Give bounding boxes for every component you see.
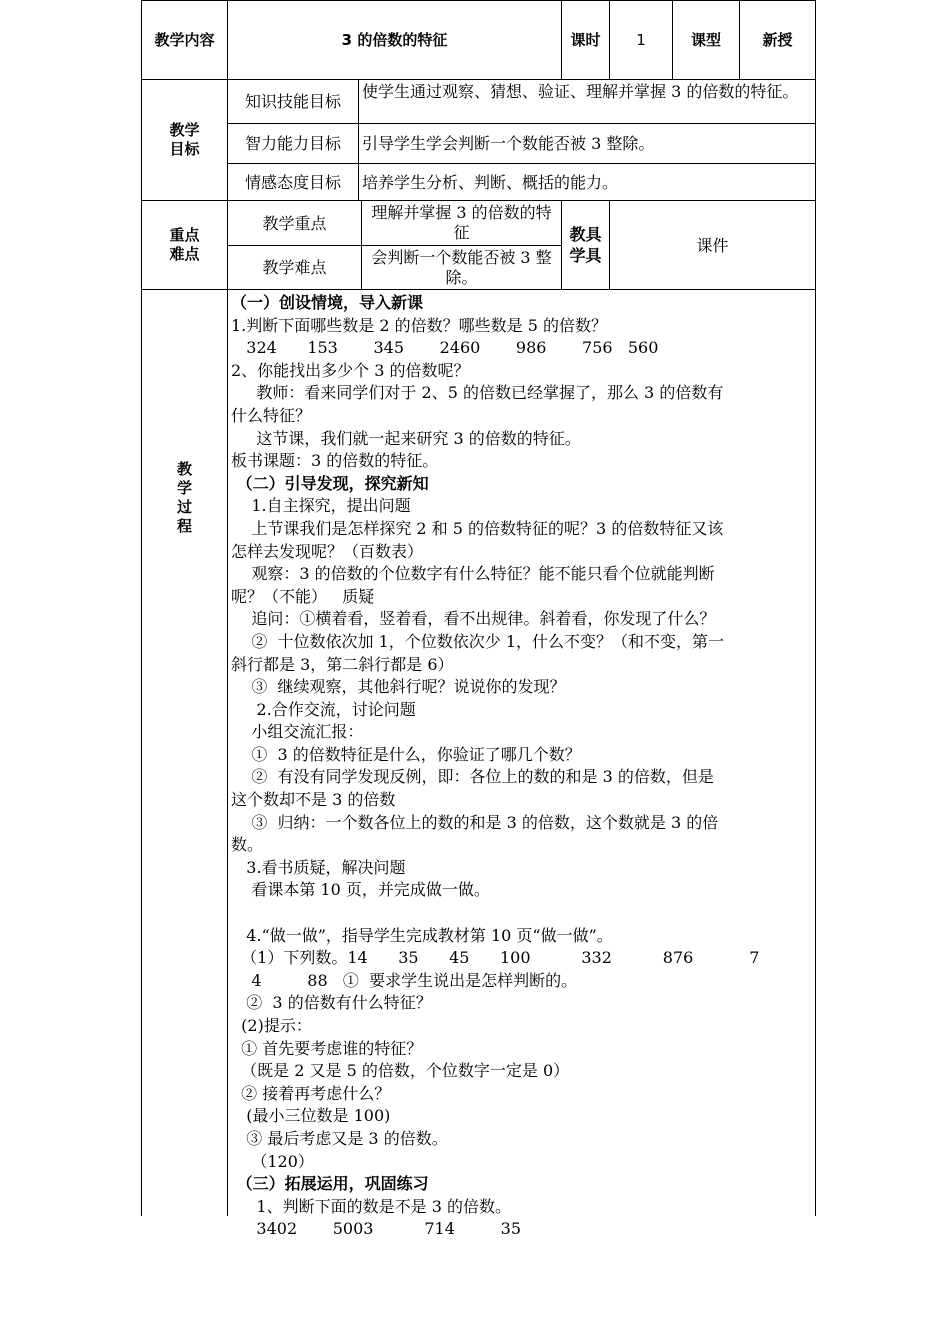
process-line: 教师：看来同学们对于 2、5 的倍数已经掌握了，那么 3 的倍数有	[231, 383, 724, 403]
process-line: ② 有没有同学发现反例，即：各位上的数的和是 3 的倍数，但是	[231, 767, 714, 787]
content-label: 教学内容	[154, 30, 215, 49]
focus-text: 理解并掌握 3 的倍数的特征	[371, 203, 552, 242]
process-line: 上节课我们是怎样探究 2 和 5 的倍数特征的呢？3 的倍数特征又该	[231, 518, 724, 538]
objective-attitude-label: 情感态度目标	[244, 172, 341, 192]
process-section-heading: （二）引导发现，探究新知	[231, 473, 429, 493]
process-line: ① 3 的倍数特征是什么，你验证了哪几个数？	[231, 744, 581, 764]
process-label: 教 学 过 程	[176, 460, 192, 535]
process-line: 追问：①横着看，竖着看，看不出规律。斜着看，你发现了什么？	[231, 609, 716, 629]
process-line: 这节课，我们就一起来研究 3 的倍数的特征。	[231, 428, 581, 448]
difficulty-label: 教学难点	[262, 258, 327, 277]
process-line: 4 88 ① 要求学生说出是怎样判断的。	[231, 970, 578, 990]
objectives-label: 教学 目标	[169, 121, 200, 158]
col-divider	[361, 200, 362, 290]
objective-knowledge-label: 知识技能目标	[244, 92, 341, 111]
process-line: （120）	[231, 1151, 314, 1171]
process-line: 这个数却不是 3 的倍数	[231, 790, 396, 810]
process-line: 2、你能找出多少个 3 的倍数呢？	[231, 360, 470, 380]
lesson-topic: 3 的倍数的特征	[341, 30, 448, 49]
difficulty-text: 会判断一个数能否被 3 整除。	[371, 247, 552, 287]
process-line: 2.合作交流，讨论问题	[231, 699, 416, 719]
col-divider	[358, 80, 359, 201]
process-line: （1）下列数。14 35 45 100 332 876 7	[231, 948, 760, 968]
period-value: 1	[636, 30, 646, 49]
process-line: (2)提示：	[231, 1016, 312, 1035]
focus-label: 教学重点	[262, 213, 327, 233]
process-line: 1.判断下面哪些数是 2 的倍数？哪些数是 5 的倍数？	[231, 315, 607, 335]
table-border-right	[815, 0, 816, 1216]
process-line: ② 接着再考虑什么？	[231, 1083, 391, 1103]
process-line: 4.“做一做”，指导学生完成教材第 10 页“做一做”。	[231, 925, 613, 945]
process-line: 数。	[231, 835, 264, 855]
process-line: ② 十位数依次加 1，个位数依次少 1，什么不变？（和不变，第一	[231, 631, 725, 651]
process-line: ③ 继续观察，其他斜行呢？说说你的发现？	[231, 677, 566, 697]
type-label: 课型	[690, 30, 721, 49]
process-line: 看课本第 10 页，并完成做一做。	[231, 880, 490, 900]
process-line: ③ 归纳：一个数各位上的数的和是 3 的倍数，这个数就是 3 的倍	[231, 812, 719, 832]
process-line: 斜行都是 3，第二斜行都是 6）	[231, 654, 454, 674]
process-line: （既是 2 又是 5 的倍数，个位数字一定是 0）	[231, 1061, 570, 1081]
key-points-label: 重点 难点	[169, 226, 200, 263]
tools-value: 课件	[696, 235, 729, 255]
process-line: ① 首先要考虑谁的特征？	[231, 1038, 423, 1058]
process-line: 3.看书质疑，解决问题	[231, 857, 406, 877]
process-section-heading: （一）创设情境，导入新课	[231, 293, 424, 312]
row-divider	[141, 289, 816, 290]
objective-ability-text: 引导学生学会判断一个数能否被 3 整除。	[362, 134, 655, 153]
objective-attitude-text: 培养学生分析、判断、概括的能力。	[362, 172, 619, 192]
process-line: ② 3 的倍数有什么特征？	[231, 993, 432, 1013]
process-line: 什么特征？	[231, 405, 312, 425]
process-line: 1、判断下面的数是不是 3 的倍数。	[231, 1196, 511, 1216]
process-line: 板书课题：3 的倍数的特征。	[231, 451, 439, 471]
process-line: (最小三位数是 100)	[231, 1106, 391, 1126]
process-line: 3402 5003 714 35	[231, 1219, 521, 1239]
type-value: 新授	[762, 30, 793, 49]
process-line: 观察：3 的倍数的个位数字有什么特征？能不能只看个位就能判断	[231, 564, 715, 584]
process-line: ③ 最后考虑又是 3 的倍数。	[231, 1128, 448, 1148]
process-line: 小组交流汇报：	[231, 722, 364, 742]
process-section-heading: （三）拓展运用，巩固练习	[231, 1174, 429, 1194]
process-line: 1.自主探究，提出问题	[231, 496, 411, 516]
process-content	[231, 292, 813, 1241]
objective-knowledge-text: 使学生通过观察、猜想、验证、理解并掌握 3 的倍数的特征。	[362, 82, 799, 101]
tools-label: 教具 学具	[569, 225, 602, 265]
process-line: 324 153 345 2460 986 756 560	[231, 338, 659, 358]
process-line: 怎样去发现呢？（百数表）	[231, 541, 424, 561]
process-line	[231, 902, 813, 925]
process-line: 呢？（不能） 质疑	[231, 586, 375, 606]
period-label: 课时	[570, 30, 601, 49]
objective-ability-label: 智力能力目标	[244, 134, 341, 153]
